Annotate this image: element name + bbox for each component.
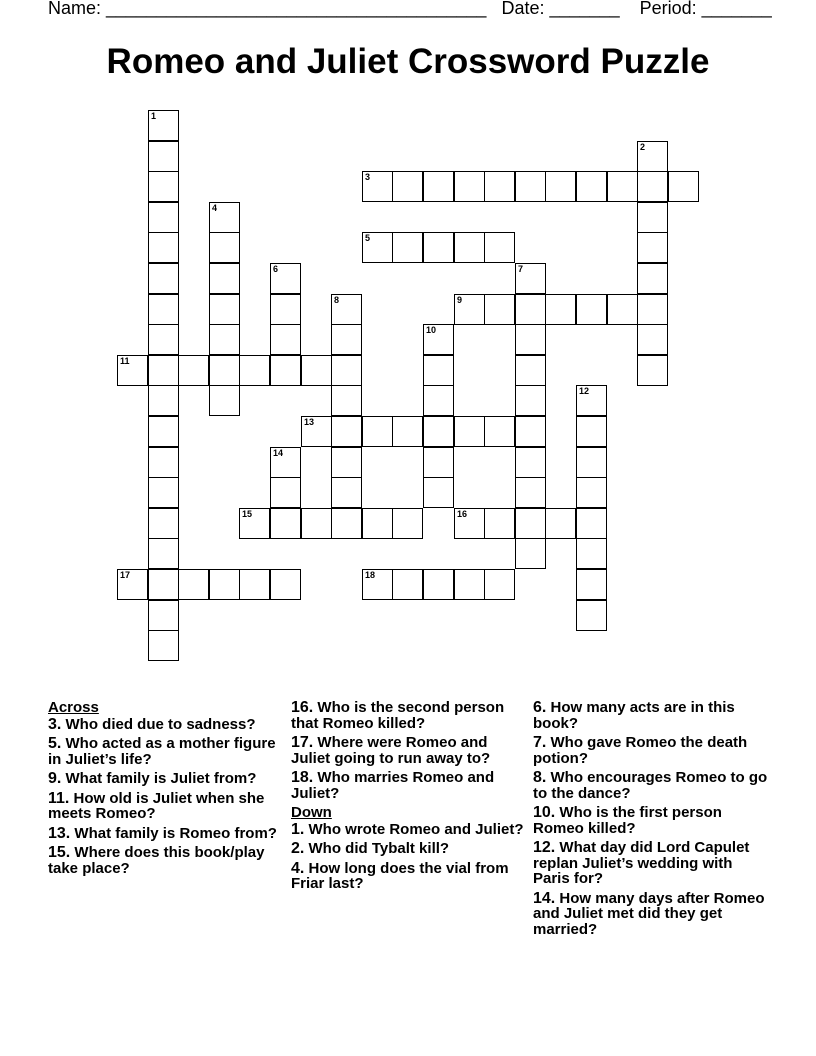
grid-cell[interactable] — [148, 355, 179, 386]
grid-cell[interactable] — [637, 355, 668, 386]
grid-cell[interactable] — [148, 447, 179, 478]
period-blank[interactable]: _______ — [701, 0, 772, 18]
grid-cell[interactable] — [607, 171, 638, 202]
grid-cell[interactable] — [576, 538, 607, 569]
across-clue: 9. What family is Juliet from? — [48, 770, 257, 787]
grid-cell[interactable] — [270, 263, 301, 294]
name-label: Name: — [48, 0, 102, 18]
grid-cell[interactable] — [515, 294, 546, 325]
down-clue: 8. Who encourages Romeo to go to the dance? — [533, 769, 768, 802]
grid-cell[interactable] — [331, 294, 362, 325]
grid-cell[interactable] — [515, 385, 546, 416]
grid-cell[interactable] — [301, 355, 332, 386]
grid-cell[interactable] — [423, 171, 454, 202]
grid-cell[interactable] — [484, 171, 515, 202]
grid-cell[interactable] — [484, 232, 515, 263]
down-clue: 14. How many days after Romeo and Juliet met did they get married? — [533, 889, 765, 938]
grid-cell[interactable] — [454, 508, 485, 539]
grid-cell[interactable] — [270, 508, 301, 539]
grid-cell[interactable] — [209, 385, 240, 416]
grid-cell[interactable] — [515, 508, 546, 539]
grid-cell[interactable] — [117, 569, 148, 600]
clues-column-1 — [48, 700, 280, 880]
across-clue: 18. Who marries Romeo and Juliet? — [291, 769, 495, 802]
across-clue: 17. Where were Romeo and Juliet going to run away to? — [291, 734, 491, 767]
grid-cell[interactable] — [362, 232, 393, 263]
grid-cell[interactable] — [423, 355, 454, 386]
period-label: Period: — [639, 0, 697, 18]
name-blank[interactable]: ______________________________________ — [106, 0, 487, 18]
grid-cell[interactable] — [637, 202, 668, 233]
down-clue: 6. How many acts are in this book? — [533, 699, 735, 732]
grid-cell[interactable] — [637, 171, 668, 202]
grid-cell[interactable] — [301, 508, 332, 539]
grid-cell[interactable] — [148, 385, 179, 416]
grid-cell[interactable] — [331, 355, 362, 386]
grid-cell[interactable] — [178, 355, 209, 386]
across-clue: 3. Who died due to sadness? — [48, 715, 256, 733]
clue-number-label: 10 — [426, 325, 437, 335]
grid-cell[interactable] — [392, 171, 423, 202]
grid-cell[interactable] — [454, 294, 485, 325]
grid-cell[interactable] — [148, 416, 179, 447]
grid-cell[interactable] — [576, 447, 607, 478]
clue-number-label: 17 — [120, 570, 131, 580]
clue-number-label: 2 — [640, 142, 646, 152]
grid-cell[interactable] — [148, 630, 179, 661]
across-clue: 15. Where does this book/play take place? — [48, 844, 265, 877]
grid-cell[interactable] — [362, 508, 393, 539]
clue-number-label: 3 — [365, 172, 371, 182]
down-clue: 12. What day did Lord Capulet replan Juliet’s wedding with Paris for? — [533, 839, 750, 887]
grid-cell[interactable] — [392, 232, 423, 263]
grid-cell[interactable] — [392, 569, 423, 600]
page-title: Romeo and Juliet Crossword Puzzle — [106, 42, 710, 81]
grid-cell[interactable] — [209, 263, 240, 294]
grid-cell[interactable] — [392, 508, 423, 539]
grid-cell[interactable] — [515, 263, 546, 294]
grid-cell[interactable] — [148, 110, 179, 141]
grid-cell[interactable] — [515, 447, 546, 478]
grid-cell[interactable] — [545, 508, 576, 539]
grid-cell[interactable] — [576, 569, 607, 600]
clue-number-label: 12 — [579, 386, 590, 396]
grid-cell[interactable] — [607, 294, 638, 325]
grid-cell[interactable] — [576, 600, 607, 631]
across-clue: 11. How old is Juliet when she meets Romeo? — [48, 789, 265, 822]
grid-cell[interactable] — [423, 385, 454, 416]
clue-number-label: 4 — [212, 203, 218, 213]
clue-number-label: 18 — [365, 570, 376, 580]
grid-cell[interactable] — [423, 324, 454, 355]
grid-cell[interactable] — [117, 355, 148, 386]
grid-cell[interactable] — [637, 141, 668, 172]
grid-cell[interactable] — [423, 447, 454, 478]
grid-cell[interactable] — [148, 141, 179, 172]
clue-number-label: 1 — [151, 111, 157, 121]
grid-cell[interactable] — [148, 263, 179, 294]
grid-cell[interactable] — [270, 294, 301, 325]
grid-cell[interactable] — [484, 416, 515, 447]
grid-cell[interactable] — [148, 477, 179, 508]
grid-cell[interactable] — [392, 416, 423, 447]
grid-cell[interactable] — [545, 171, 576, 202]
grid-cell[interactable] — [668, 171, 699, 202]
grid-cell[interactable] — [576, 294, 607, 325]
grid-cell[interactable] — [515, 538, 546, 569]
grid-cell[interactable] — [148, 171, 179, 202]
grid-cell[interactable] — [331, 416, 362, 447]
grid-cell[interactable] — [148, 324, 179, 355]
clue-number-label: 15 — [242, 509, 253, 519]
grid-cell[interactable] — [515, 477, 546, 508]
grid-cell[interactable] — [362, 171, 393, 202]
grid-cell[interactable] — [362, 416, 393, 447]
grid-cell[interactable] — [362, 569, 393, 600]
across-clue: 5. Who acted as a mother figure in Juliet’s life? — [48, 735, 276, 768]
down-clue: 2. Who did Tybalt kill? — [291, 840, 450, 857]
grid-cell[interactable] — [423, 416, 454, 447]
grid-cell[interactable] — [515, 416, 546, 447]
clue-number-label: 5 — [365, 233, 371, 243]
grid-cell[interactable] — [576, 508, 607, 539]
grid-cell[interactable] — [209, 569, 240, 600]
grid-cell[interactable] — [576, 416, 607, 447]
grid-cell[interactable] — [270, 324, 301, 355]
across-clue: 16. Who is the second person that Romeo killed? — [291, 699, 505, 732]
grid-cell[interactable] — [301, 416, 332, 447]
grid-cell[interactable] — [545, 294, 576, 325]
clue-number-label: 7 — [518, 264, 524, 274]
grid-cell[interactable] — [484, 508, 515, 539]
grid-cell[interactable] — [270, 355, 301, 386]
date-label: Date: — [501, 0, 545, 18]
grid-cell[interactable] — [178, 569, 209, 600]
across-heading: Across — [48, 699, 99, 716]
grid-cell[interactable] — [209, 232, 240, 263]
clue-number-label: 6 — [273, 264, 279, 274]
grid-cell[interactable] — [239, 569, 270, 600]
grid-cell[interactable] — [576, 477, 607, 508]
grid-cell[interactable] — [637, 294, 668, 325]
grid-cell[interactable] — [148, 569, 179, 600]
grid-cell[interactable] — [484, 569, 515, 600]
grid-cell[interactable] — [209, 355, 240, 386]
grid-cell[interactable] — [331, 324, 362, 355]
grid-cell[interactable] — [423, 569, 454, 600]
grid-cell[interactable] — [637, 263, 668, 294]
grid-cell[interactable] — [209, 202, 240, 233]
student-info-line — [48, 0, 796, 19]
grid-cell[interactable] — [637, 324, 668, 355]
clue-number-label: 13 — [304, 417, 315, 427]
date-blank[interactable]: _______ — [549, 0, 620, 18]
down-clue: 1. Who wrote Romeo and Juliet? — [291, 820, 524, 838]
grid-cell[interactable] — [148, 202, 179, 233]
grid-cell[interactable] — [270, 569, 301, 600]
grid-cell[interactable] — [576, 171, 607, 202]
grid-cell[interactable] — [148, 538, 179, 569]
clue-number-label: 16 — [457, 509, 468, 519]
down-clue: 7. Who gave Romeo the death potion? — [533, 734, 748, 767]
grid-cell[interactable] — [423, 232, 454, 263]
grid-cell[interactable] — [454, 416, 485, 447]
across-clue: 13. What family is Romeo from? — [48, 824, 277, 842]
down-heading: Down — [291, 804, 332, 821]
grid-cell[interactable] — [331, 385, 362, 416]
clue-number-label: 14 — [273, 448, 284, 458]
grid-cell[interactable] — [239, 355, 270, 386]
grid-cell[interactable] — [148, 294, 179, 325]
grid-cell[interactable] — [148, 232, 179, 263]
down-clue: 10. Who is the first person Romeo killed? — [533, 804, 722, 837]
grid-cell[interactable] — [484, 294, 515, 325]
grid-cell[interactable] — [454, 569, 485, 600]
clue-number-label: 8 — [334, 295, 340, 305]
grid-cell[interactable] — [637, 232, 668, 263]
clues-column-3 — [533, 700, 773, 941]
grid-cell[interactable] — [270, 447, 301, 478]
grid-cell[interactable] — [515, 324, 546, 355]
grid-cell[interactable] — [209, 324, 240, 355]
clue-number-label: 9 — [457, 295, 463, 305]
grid-cell[interactable] — [239, 508, 270, 539]
grid-cell[interactable] — [331, 477, 362, 508]
grid-cell[interactable] — [148, 600, 179, 631]
down-clue: 4. How long does the vial from Friar last? — [291, 859, 509, 892]
grid-cell[interactable] — [331, 447, 362, 478]
clue-number-label: 11 — [120, 356, 130, 366]
grid-cell[interactable] — [209, 294, 240, 325]
grid-cell[interactable] — [576, 385, 607, 416]
grid-cell[interactable] — [515, 171, 546, 202]
grid-cell[interactable] — [454, 171, 485, 202]
grid-cell[interactable] — [270, 477, 301, 508]
grid-cell[interactable] — [148, 508, 179, 539]
grid-cell[interactable] — [515, 355, 546, 386]
grid-cell[interactable] — [331, 508, 362, 539]
clues-column-2 — [291, 700, 527, 896]
grid-cell[interactable] — [454, 232, 485, 263]
grid-cell[interactable] — [423, 477, 454, 508]
